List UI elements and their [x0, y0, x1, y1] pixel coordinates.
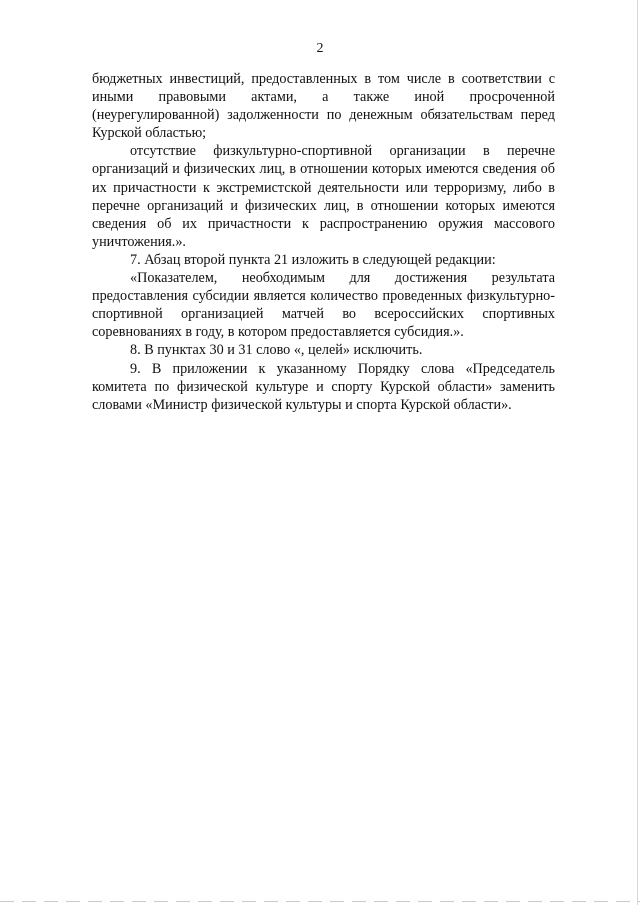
page-number: 2 — [316, 41, 324, 56]
paragraph-item-7: 7. Абзац второй пункта 21 изложить в следующей редакции: — [130, 251, 496, 268]
paragraph-item-9: 9. В приложении к указанному Порядку слова «Председатель комитета по физической культуре и спорту Курской области» заменить словами «Министр физической культуры и спорта Курской области». — [92, 360, 555, 413]
paragraph-continuation: бюджетных инвестиций, предоставленных в том числе в соответствии с иными правовыми актами, а также иной просроченной (неурегулированной) задолженности по денежным обязательствам перед Курской областью; — [92, 71, 555, 142]
scan-edge-bottom — [0, 901, 640, 902]
paragraph-quoted-amendment: «Показателем, необходимым для достижения результата предоставления субсидии является количество проведенных физкультурно-спортивной организацией матчей во всероссийских спортивных соревнованиях в году, в котором предоставляется субсидия.». — [92, 270, 555, 341]
paragraph-item-8: 8. В пунктах 30 и 31 слово «, целей» исключить. — [130, 342, 423, 359]
paragraph-condition: отсутствие физкультурно-спортивной организации в перечне организаций и физических лиц, в отношении которых имеются сведения об их причастности к экстремистской деятельности или терроризму, либо в перечне организаций и физических лиц, в отношении которых имеются сведения об их причастности к распространению оружия массового уничтожения.». — [92, 143, 555, 250]
scan-edge-right — [637, 0, 638, 905]
document-body — [92, 70, 555, 414]
